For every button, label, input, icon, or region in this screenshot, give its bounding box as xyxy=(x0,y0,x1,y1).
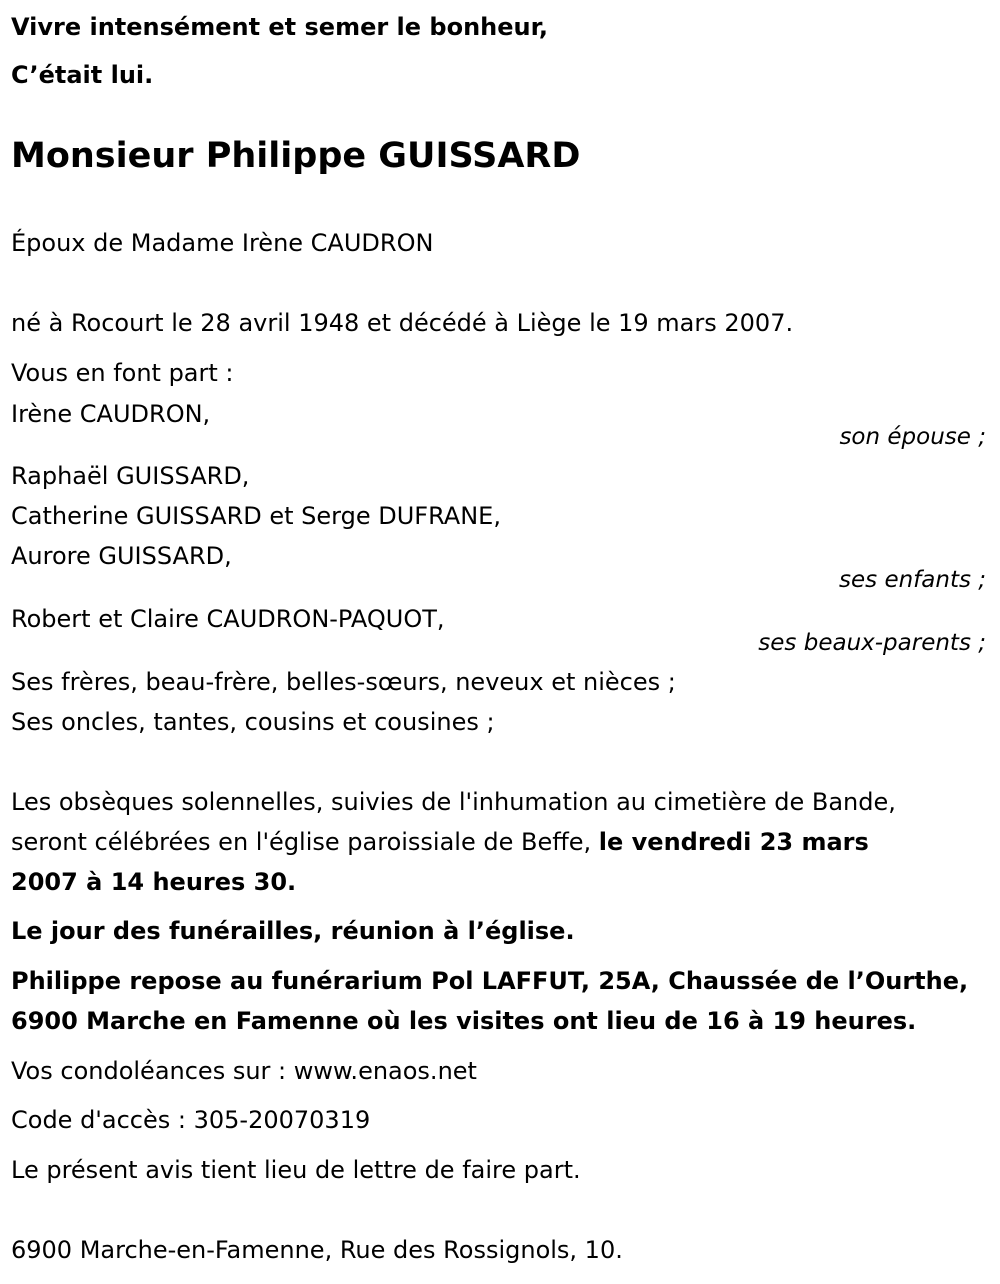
motto-line-2: C’était lui. xyxy=(11,61,154,89)
condolences: Vos condoléances sur : www.enaos.net xyxy=(11,1057,477,1085)
birth-death: né à Rocourt le 28 avril 1948 et décédé à Liège le 19 mars 2007. xyxy=(11,309,794,337)
family-role-parents-in-law: ses beaux-parents ; xyxy=(758,630,986,656)
funeral-church: seront célébrées en l'église paroissiale de Beffe, xyxy=(11,828,592,856)
address: 6900 Marche-en-Famenne, Rue des Rossignols, 10. xyxy=(11,1236,623,1264)
funeral-line-2 xyxy=(11,827,869,857)
family-name: Aurore GUISSARD, xyxy=(11,542,232,570)
family-name: Raphaël GUISSARD, xyxy=(11,462,250,490)
family-name: Robert et Claire CAUDRON-PAQUOT, xyxy=(11,605,445,633)
meeting-note: Le jour des funérailles, réunion à l’église. xyxy=(11,917,575,945)
spouse-of: Époux de Madame Irène CAUDRON xyxy=(11,229,434,257)
funeral-line-1: Les obsèques solennelles, suivies de l'inhumation au cimetière de Bande, xyxy=(11,788,896,816)
announcement-intro: Vous en font part : xyxy=(11,359,234,387)
deceased-name: Monsieur Philippe GUISSARD xyxy=(11,136,581,176)
other-relatives: Ses oncles, tantes, cousins et cousines ; xyxy=(11,708,495,736)
funeral-date: le vendredi 23 mars xyxy=(598,828,869,856)
funeral-time: 2007 à 14 heures 30. xyxy=(11,868,297,896)
family-name: Irène CAUDRON, xyxy=(11,400,211,428)
other-relatives: Ses frères, beau-frère, belles-sœurs, neveux et nièces ; xyxy=(11,668,676,696)
access-code: Code d'accès : 305-20070319 xyxy=(11,1106,371,1134)
funeral-home-line-2: 6900 Marche en Famenne où les visites ont lieu de 16 à 19 heures. xyxy=(11,1007,917,1035)
motto-line-1: Vivre intensément et semer le bonheur, xyxy=(11,13,549,41)
notice: Le présent avis tient lieu de lettre de faire part. xyxy=(11,1156,581,1184)
family-name: Catherine GUISSARD et Serge DUFRANE, xyxy=(11,502,501,530)
family-role-spouse: son épouse ; xyxy=(839,424,986,450)
funeral-home-line-1: Philippe repose au funérarium Pol LAFFUT, 25A, Chaussée de l’Ourthe, xyxy=(11,967,969,995)
family-role-children: ses enfants ; xyxy=(839,567,986,593)
